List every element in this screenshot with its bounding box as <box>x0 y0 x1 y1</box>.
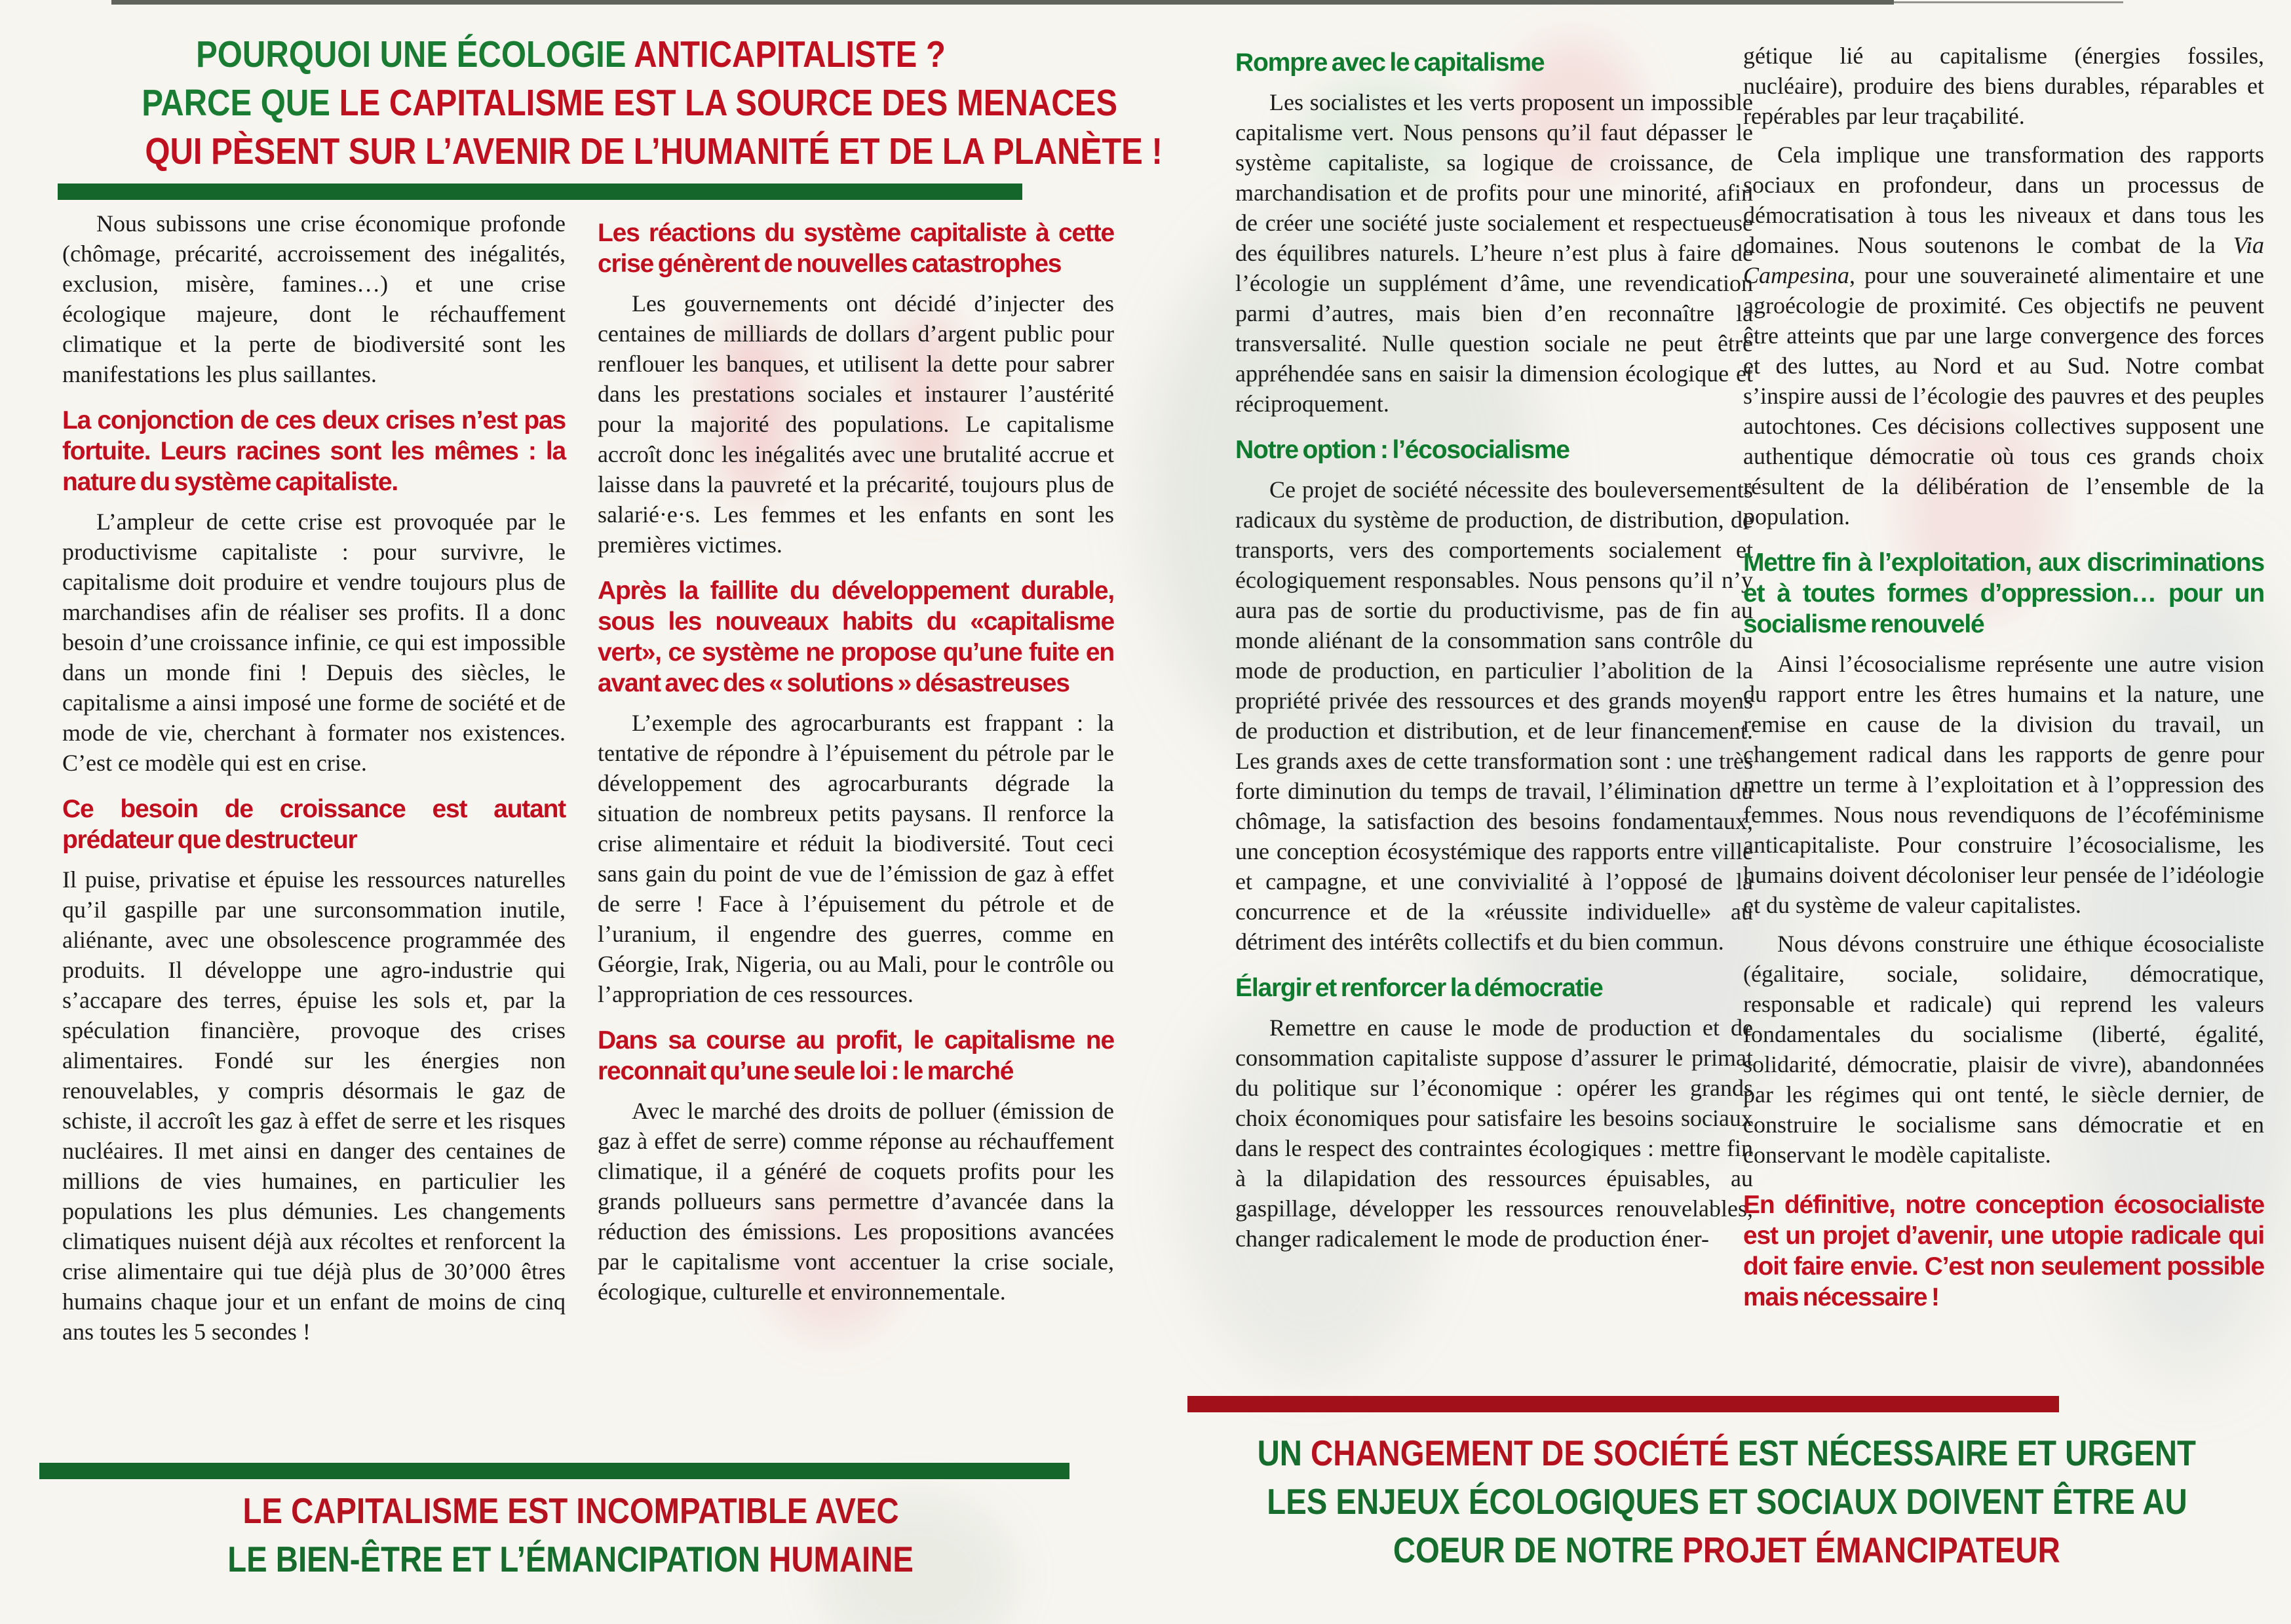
paragraph: L’exemple des agrocarburants est frappant : la tentative de répondre à l’épuisement du pétrole par le développement des agrocarburants dégrade la situation de nombreux petits paysans. Il renforce la crise alimentaire et réduit la biodiversité. Tout ceci sans gain du point de vue de l’émission de gaz à effet de serre ! Face à l’épuisement du pétrole et de l’uranium, il engendre des guerres, comme en Géorgie, Irak, Nigeria, ou au Mali, pour le contrôle ou l’appropriation de ces ressources. <box>598 710 1114 1007</box>
banner-right-line-1 <box>1173 1429 2281 1477</box>
banner-right-line-2 <box>1173 1477 2281 1526</box>
banner-left-line-1 <box>62 1486 1079 1535</box>
banner-segment: COEUR DE NOTRE <box>1393 1530 1683 1570</box>
headline-line-1 <box>62 30 1079 79</box>
text-column-2 <box>598 208 1114 1315</box>
divider-footer-red <box>1187 1396 2059 1412</box>
paragraph: Nous dévons construire une éthique écosocialiste (égalitaire, sociale, solidaire, démocratique, responsable et radicale) qui reprend les valeurs fondamentales du socialisme (liberté, égalité, solidarité, démocratie, plaisir de vivre), abandonnées par les régimes qui ont tenté, le siècle dernier, de construire le socialisme sans démocratie et en conservant le modèle capitaliste. <box>1743 931 2264 1168</box>
subhead-red: La conjonction de ces deux crises n’est pas fortuite. Leurs racines sont les mêmes : la nature du système capitaliste. <box>62 406 566 496</box>
subhead-red: Ce besoin de croissance est autant prédateur que destructeur <box>62 795 566 854</box>
headline-segment: POURQUOI UNE ÉCOLOGIE <box>196 33 634 75</box>
headline-line-3 <box>62 127 1163 176</box>
paragraph: Les socialistes et les verts proposent un impossible capitalisme vert. Nous pensons qu’il faut dépasser le système capitaliste, sa logique de croissance, de marchandisation et de profits pour une minorité, afin de créer une société juste socialement et respectueuse des équilibres naturels. L’heure n’est plus à faire de l’écologie un supplément d’âme, une revendication parmi d’autres, mais bien d’en reconnaître la transversalité. Nulle question sociale ne peut être appréhendée sans en saisir la dimension écologique et réciproquement. <box>1235 89 1753 417</box>
banner-segment: CHANGEMENT DE SOCIÉTÉ <box>1311 1433 1739 1473</box>
paragraph <box>1743 140 2264 532</box>
banner-segment: PROJET ÉMANCIPATEUR <box>1682 1530 2060 1570</box>
banner-segment: UN <box>1257 1433 1311 1473</box>
paragraph: Ainsi l’écosocialisme représente une autre vision du rapport entre les êtres humains et la nature, une remise en cause de la division du travail, un changement radical dans les rapports de genre pour mettre un terme à l’exploitation et à l’oppression des femmes. Nous nous revendiquons de l’écoféminisme anticapitaliste. Pour construire l’écosocialisme, les humains doivent décoloniser leur pensée de l’idéologie et du système de valeur capitalistes. <box>1743 651 2264 918</box>
banner-left <box>62 1486 1079 1583</box>
banner-left-line-2 <box>62 1535 1079 1583</box>
scan-edge-artifact <box>1894 1 2123 3</box>
subhead-green: Notre option : l’écosocialisme <box>1235 436 1569 464</box>
conclusion-statement: En définitive, notre conception écosocialiste est un projet d’avenir, une utopie radicale qui doit faire envie. C’est non seulement possible mais nécessaire ! <box>1743 1191 2264 1311</box>
paragraph: Ce projet de société nécessite des bouleversements radicaux du système de production, de distribution, de transports, vers des comportements socialement et écologiquement responsables. Nous pensons qu’il n’y aura pas de sortie du productivisme, pas de fin au monde aliénant de la consommation sans contrôle du mode de production, en particulier l’abolition de la propriété privée des ressources et des grands moyens de production et distribution, et de leur financement. Les grands axes de cette transformation sont : une très forte diminution du temps de travail, l’élimination du chômage, la satisfaction des besoins fondamentaux, une conception écosystémique des rapports entre ville et campagne, et une convivialité à l’opposé de la concurrence et de la «réussite individuelle» au détriment des intérêts collectifs et du bien commun. <box>1235 476 1753 955</box>
paragraph: gétique lié au capitalisme (énergies fossiles, nucléaire), produire des biens durables, réparables et repérables par leur traçabilité. <box>1743 43 2264 129</box>
subhead-red: Après la faillite du développement durable, sous les nouveaux habits du «capitalisme vert», ce système ne propose qu’une fuite en avant avec des « solutions » désastreuses <box>598 577 1114 697</box>
headline-segment: LE CAPITALISME EST LA SOURCE DES MENACES <box>339 82 1118 124</box>
banner-right <box>1173 1429 2281 1574</box>
banner-segment: LE BIEN-ÊTRE ET L’ÉMANCIPATION <box>227 1539 769 1579</box>
paragraph-segment: Cela implique une transformation des rapports sociaux en profondeur, dans un processus de démocratisation à tous les niveaux et dans tous les domaines. Nous soutenons le combat de la <box>1743 142 2264 258</box>
banner-segment: LES ENJEUX ÉCOLOGIQUES ET SOCIAUX DOIVENT ÊTRE AU <box>1266 1481 2187 1522</box>
banner-segment: EST NÉCESSAIRE ET URGENT <box>1738 1433 2197 1473</box>
paragraph: Les gouvernements ont décidé d’injecter des centaines de milliards de dollars d’argent public pour renflouer les banques, et utilisent la dette pour sabrer dans les prestations sociales et instaurer l’austérité pour la majorité des populations. Le capitalisme accroît donc les inégalités avec une brutalité accrue et laisse dans la pauvreté et la précarité, toujours plus de salarié·e·s. Les femmes et les enfants en sont les premières victimes. <box>598 290 1114 558</box>
subhead-green: Mettre fin à l’exploitation, aux discriminations et à toutes formes d’oppression… pour un socialisme renouvelé <box>1743 549 2264 638</box>
subhead-green: Élargir et renforcer la démocratie <box>1235 974 1603 1002</box>
headline-segment: ANTICAPITALISTE ? <box>634 33 946 75</box>
divider-footer-green <box>39 1463 1069 1479</box>
banner-segment: HUMAINE <box>769 1539 914 1579</box>
headline-segment: PARCE QUE <box>142 82 339 124</box>
paragraph: Avec le marché des droits de polluer (émission de gaz à effet de serre) comme réponse au réchauffement climatique, il a généré de coquets profits pour les grands pollueurs sans permettre d’avancée dans la réduction des émissions. Les propositions avancées par le capitalisme vont accentuer la crise sociale, écologique, culturelle et environnementale. <box>598 1098 1114 1305</box>
divider-header-green <box>58 184 1022 200</box>
headline-line-2 <box>62 79 1118 127</box>
banner-segment: LE CAPITALISME EST INCOMPATIBLE AVEC <box>242 1490 899 1531</box>
italic-term: Via Campesina <box>1743 232 2264 288</box>
text-column-4 <box>1743 41 2264 1322</box>
subhead-red: Les réactions du système capitaliste à cette crise génèrent de nouvelles catastrophes <box>598 219 1114 278</box>
paragraph: Remettre en cause le mode de production et de consommation capitaliste suppose d’assurer le primat du politique sur l’économique : opérer les grands choix économiques pour satisfaire les besoins sociaux dans le respect des contraintes écologiques : mettre fin à la dilapidation des ressources épuisables, au gaspillage, développer les ressources renouvelables, changer radicalement le mode de production éner- <box>1235 1015 1753 1252</box>
subhead-green: Rompre avec le capitalisme <box>1235 48 1545 77</box>
subhead-red: Dans sa course au profit, le capitalisme ne reconnait qu’une seule loi : le marché <box>598 1026 1114 1085</box>
paragraph: Il puise, privatise et épuise les ressources naturelles qu’il gaspille par une surconsommation inutile, aliénante, avec une obsolescence programmée des produits. Il développe une agro-industrie qui s’accapare des terres, épuise les sols et, par la spéculation financière, provoque des crises alimentaires. Fondé sur les énergies non renouvelables, y compris désormais le gaz de schiste, il accroît les gaz à effet de serre et les risques nucléaires. Il met ainsi en danger des centaines de millions de vies humaines, en particulier les populations les plus démunies. Les changements climatiques nuisent déjà aux récoltes et renforcent la crise alimentaire qui tue déjà plus de 30’000 êtres humains chaque jour et un enfant de moins de cinq ans toutes les 5 secondes ! <box>62 866 566 1345</box>
text-column-1 <box>62 208 566 1355</box>
paragraph: L’ampleur de cette crise est provoquée par le productivisme capitaliste : pour survivre, le capitalisme doit produire et vendre toujours plus de marchandises afin de réaliser ses profits. Il a donc besoin d’une croissance infinie, ce qui est impossible dans un monde fini ! Depuis des siècles, le capitalisme a ainsi imposé une forme de société et de mode de vie, cherchant à formater nos existences. C’est ce modèle qui est en crise. <box>62 509 566 776</box>
scan-edge-artifact <box>111 0 1894 5</box>
page-title <box>62 30 1163 176</box>
paragraph: Nous subissons une crise économique profonde (chômage, précarité, accroissement des inégalités, exclusion, misère, famines…) et une crise écologique majeure, dont le réchauffement climatique et la perte de biodiversité sont les manifestations les plus saillantes. <box>62 210 566 387</box>
banner-right-line-3 <box>1173 1526 2281 1574</box>
text-column-3 <box>1235 47 1753 1262</box>
paragraph-segment: , pour une souveraineté alimentaire et une agroécologie de proximité. Ces objectifs ne peuvent être atteints que par une large convergence des forces et des luttes, au Nord et au Sud. Notre combat s’inspire aussi de l’écologie des pauvres et des peuples autochtones. Ces décisions collectives supposent une authentique démocratie où tous ces grands choix résultent de la délibération de l’ensemble de la population. <box>1743 262 2264 530</box>
headline-segment: QUI PÈSENT SUR L’AVENIR DE L’HUMANITÉ ET DE LA PLANÈTE ! <box>145 130 1163 172</box>
